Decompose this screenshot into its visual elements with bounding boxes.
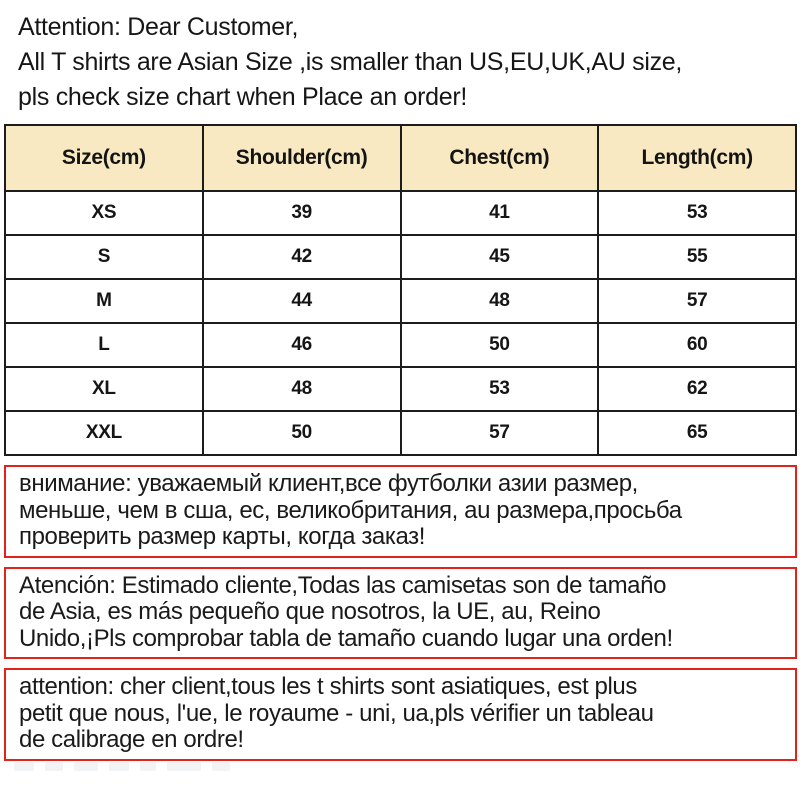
table-row-xxl [5,411,796,455]
russian-notice [4,465,797,558]
cell-shoulder: 44 [203,279,401,323]
size-table-header-row [5,125,796,191]
table-row-s [5,235,796,279]
cell-length: 53 [598,191,796,235]
watermark [14,762,230,771]
english-notice-line-3: pls check size chart when Place an order! [18,83,468,111]
french-notice-line-1: attention: cher client,tous les t shirts sont asiatiques, est plus [19,673,637,700]
cell-length: 65 [598,411,796,455]
col-header-size: Size(cm) [5,125,203,191]
french-notice-line-2: petit que nous, l'ue, le royaume - uni, ua,pls vérifier un tableau [19,699,654,727]
col-header-chest: Chest(cm) [401,125,599,191]
english-notice-line-2: All T shirts are Asian Size ,is smaller than US,EU,UK,AU size, [18,48,683,76]
cell-length: 60 [598,323,796,367]
cell-length: 55 [598,235,796,279]
col-header-shoulder: Shoulder(cm) [203,125,401,191]
spanish-notice-line-2: de Asia, es más pequeño que nosotros, la UE, au, Reino [19,598,601,625]
cell-shoulder: 42 [203,235,401,279]
table-row-xs [5,191,796,235]
cell-shoulder: 50 [203,411,401,455]
french-notice [4,668,797,761]
table-row-m [5,279,796,323]
cell-chest: 50 [401,323,599,367]
cell-size: XXL [5,411,203,455]
spanish-notice [4,567,797,660]
cell-size: L [5,323,203,367]
table-row-l [5,323,796,367]
cell-chest: 53 [401,367,599,411]
cell-shoulder: 39 [203,191,401,235]
russian-notice-line-2: меньше, чем в сша, ес, великобритания, au размера,просьба [19,496,682,524]
cell-shoulder: 48 [203,367,401,411]
cell-length: 57 [598,279,796,323]
russian-notice-line-3: проверить размер карты, когда заказ! [19,523,426,550]
cell-chest: 48 [401,279,599,323]
cell-length: 62 [598,367,796,411]
cell-size: XS [5,191,203,235]
cell-chest: 45 [401,235,599,279]
size-table [4,124,797,456]
cell-chest: 57 [401,411,599,455]
col-header-length: Length(cm) [598,125,796,191]
table-row-xl [5,367,796,411]
cell-size: M [5,279,203,323]
spanish-notice-line-3: Unido,¡Pls comprobar tabla de tamaño cuando lugar una orden! [19,624,673,652]
cell-size: XL [5,367,203,411]
french-notice-line-3: de calibrage en ordre! [19,726,244,753]
cell-shoulder: 46 [203,323,401,367]
english-notice [0,0,800,115]
russian-notice-line-1: внимание: уважаемый клиент,все футболки азии размер, [19,470,638,497]
cell-chest: 41 [401,191,599,235]
cell-size: S [5,235,203,279]
english-notice-line-1: Attention: Dear Customer, [18,13,299,41]
spanish-notice-line-1: Atención: Estimado cliente,Todas las camisetas son de tamaño [19,571,667,599]
